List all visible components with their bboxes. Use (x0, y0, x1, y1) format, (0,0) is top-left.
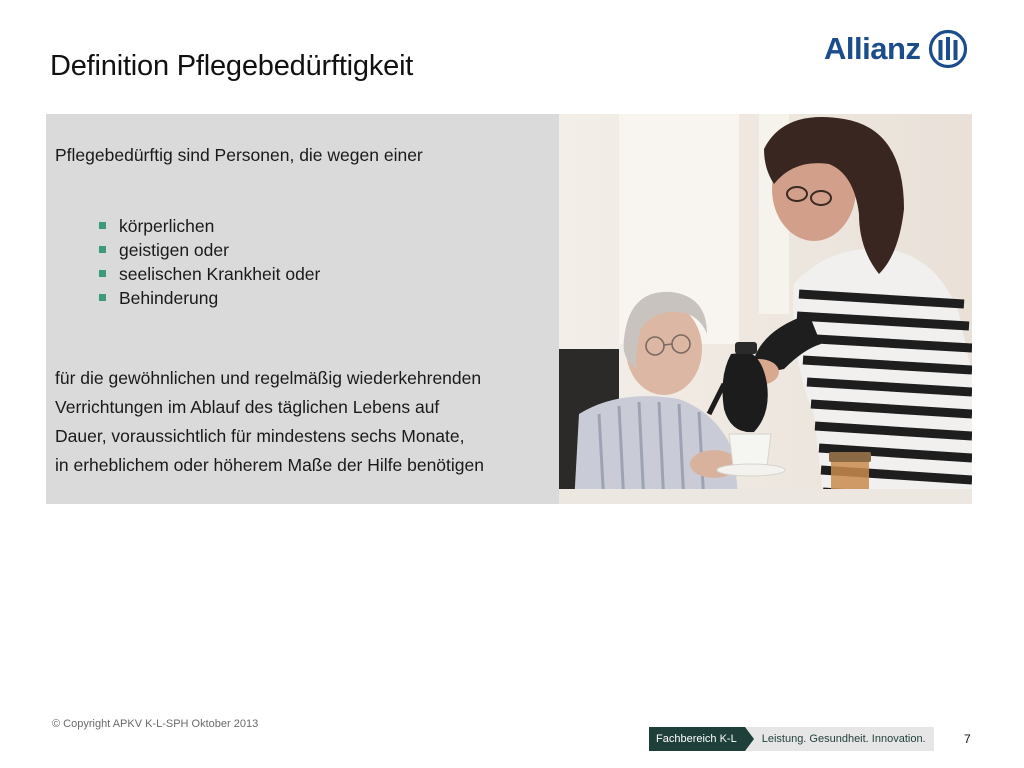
bullet-item (97, 286, 320, 310)
copyright-text: © Copyright APKV K-L-SPH Oktober 2013 (52, 718, 259, 730)
slide-title: Definition Pflegebedürftigkeit (50, 50, 414, 82)
bullet-list (97, 214, 320, 310)
closing-line: Dauer, voraussichtlich für mindestens sechs Monate, (55, 426, 465, 446)
allianz-eagle-icon (928, 29, 968, 69)
bullet-item (97, 262, 320, 286)
chevron-right-icon (745, 727, 754, 751)
care-photo (559, 114, 972, 504)
definition-box (46, 114, 559, 504)
bullet-label: Behinderung (119, 288, 219, 308)
footer-tagline (649, 727, 934, 751)
bullet-item (97, 238, 320, 262)
intro-text: Pflegebedürftig sind Personen, die wegen einer (55, 145, 423, 165)
page-number: 7 (964, 732, 971, 746)
department-label: Fachbereich K-L (649, 727, 745, 751)
bullet-item (97, 214, 320, 238)
bullet-square-icon (99, 294, 106, 301)
closing-line: in erheblichem oder höherem Maße der Hilfe benötigen (55, 455, 484, 475)
logo-text: Allianz (824, 31, 921, 66)
bullet-square-icon (99, 222, 106, 229)
closing-line: für die gewöhnlichen und regelmäßig wiederkehrenden (55, 368, 482, 388)
caregiver-pouring-coffee-illustration (559, 114, 972, 504)
bullet-label: seelischen Krankheit oder (119, 264, 321, 284)
bullet-label: geistigen oder (119, 240, 229, 260)
bullet-label: körperlichen (119, 216, 215, 236)
allianz-logo (824, 28, 968, 70)
bullet-square-icon (99, 246, 106, 253)
closing-line: Verrichtungen im Ablauf des täglichen Lebens auf (55, 397, 440, 417)
bullet-square-icon (99, 270, 106, 277)
closing-text (55, 364, 484, 480)
slogan-label: Leistung. Gesundheit. Innovation. (754, 727, 934, 751)
